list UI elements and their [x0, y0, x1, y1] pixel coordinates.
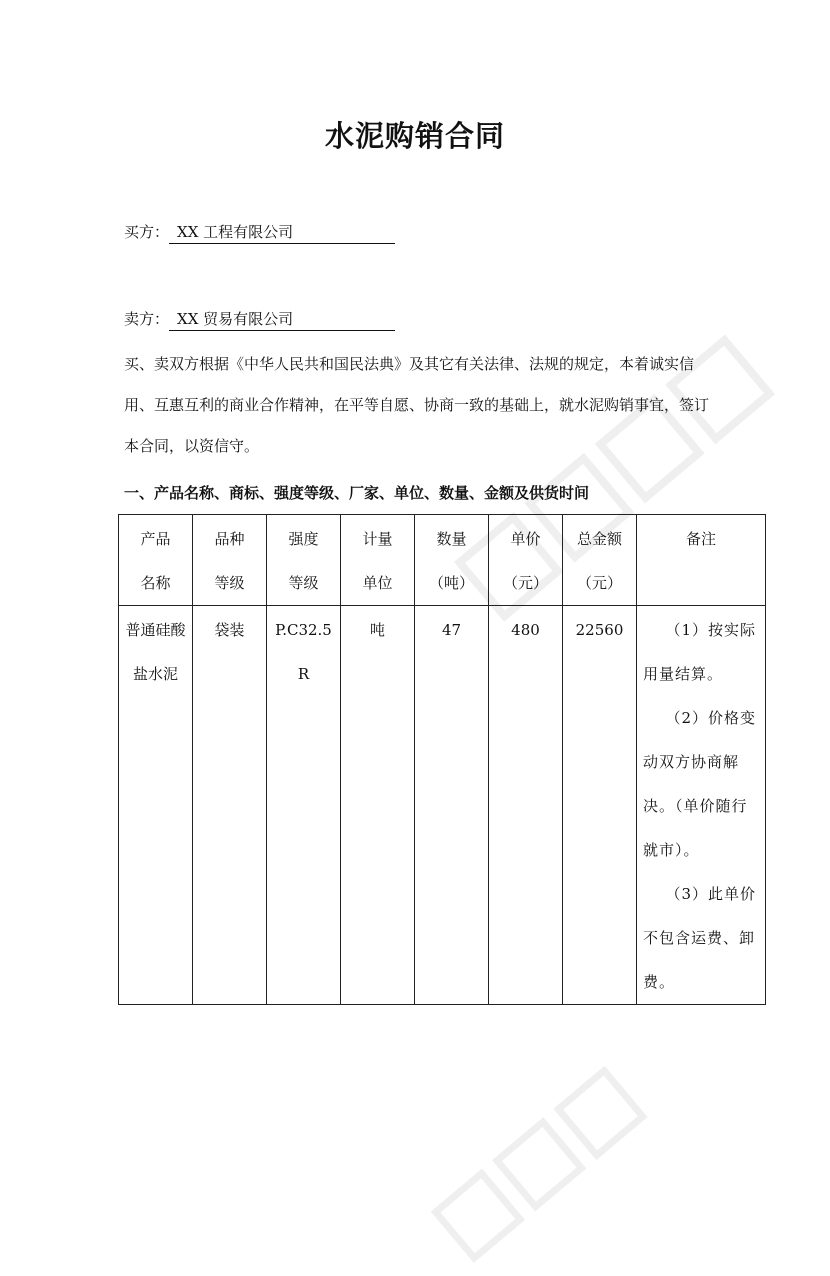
header-line: 等级 [214, 574, 245, 592]
cell-total: 22560 [563, 606, 637, 1005]
cell-notes [637, 606, 766, 1005]
note-3: （3）此单价不包含运费、卸费。 [643, 885, 757, 991]
header-line: 等级 [288, 574, 319, 592]
intro-paragraph: 买、卖双方根据《中华人民共和国民法典》及其它有关法律、法规的规定，本着诚实信用、互惠互利的商业合作精神，在平等自愿、协商一致的基础上，就水泥购销事宜，签订本合同，以资信守。 [124, 355, 710, 455]
header-product-name [119, 515, 193, 606]
header-line: （元） [576, 574, 622, 592]
header-strength [267, 515, 341, 606]
header-line: （元） [502, 574, 548, 592]
header-line: 产品 [140, 530, 171, 548]
product-table [118, 514, 766, 1005]
header-line: 数量 [436, 530, 467, 548]
cell-variety: 袋装 [193, 606, 267, 1005]
buyer-line [124, 220, 395, 244]
header-unit-price [489, 515, 563, 606]
header-line: 单位 [362, 574, 393, 592]
header-line: 计量 [362, 530, 393, 548]
buyer-name: XX 工程有限公司 [169, 221, 395, 244]
header-line: 品种 [214, 530, 245, 548]
cell-unit-price: 480 [489, 606, 563, 1005]
header-total [563, 515, 637, 606]
header-quantity [415, 515, 489, 606]
watermark-graphic-bottom [426, 1014, 714, 1276]
header-unit [341, 515, 415, 606]
header-line: 单价 [510, 530, 541, 548]
section-1-heading: 一、产品名称、商标、强度等级、厂家、单位、数量、金额及供货时间 [124, 484, 590, 502]
table-header-row [119, 515, 766, 606]
page-title: 水泥购销合同 [324, 119, 505, 153]
note-2: （2）价格变动双方协商解决。（单价随行就市）。 [643, 709, 757, 859]
table-row [119, 606, 766, 1005]
cell-unit: 吨 [341, 606, 415, 1005]
header-line: 总金额 [576, 530, 622, 548]
header-variety [193, 515, 267, 606]
seller-name: XX 贸易有限公司 [169, 308, 395, 331]
seller-label: 卖方： [124, 310, 170, 328]
header-line: 强度 [288, 530, 319, 548]
header-notes [637, 515, 766, 606]
seller-line [124, 307, 395, 331]
cell-strength: P.C32.5R [267, 606, 341, 1005]
header-line: （吨） [428, 574, 474, 592]
cell-quantity: 47 [415, 606, 489, 1005]
header-line: 备注 [685, 530, 716, 548]
header-line: 名称 [140, 574, 171, 592]
note-1: （1）按实际用量结算。 [643, 621, 757, 683]
buyer-label: 买方： [124, 223, 170, 241]
cell-product-name: 普通硅酸盐水泥 [119, 606, 193, 1005]
